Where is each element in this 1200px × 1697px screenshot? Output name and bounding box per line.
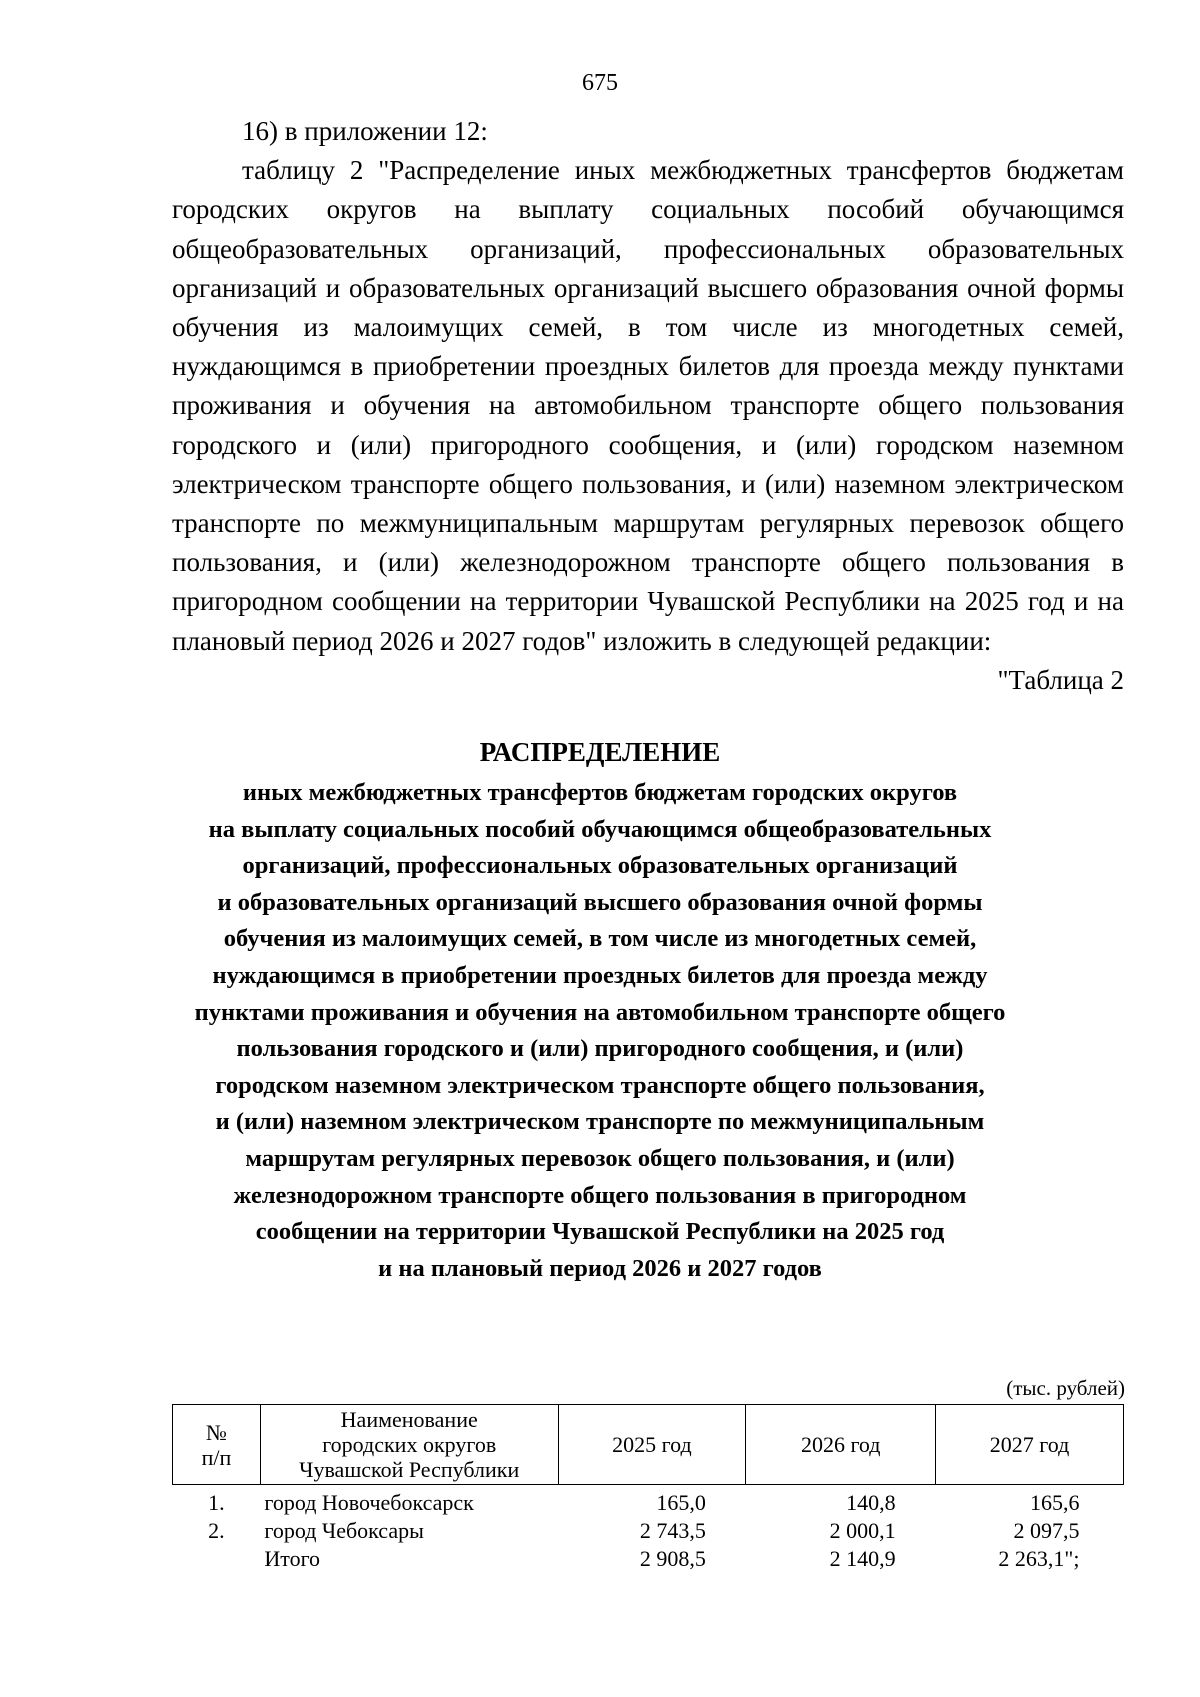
total-label: Итого	[264, 1546, 321, 1571]
row-value-2026: 2 000,1	[829, 1518, 896, 1543]
heading-line: нуждающимся в приобретении проездных билетов для проезда между	[212, 961, 988, 989]
row-number: 1.	[208, 1490, 225, 1515]
heading-line: и на плановый период 2026 и 2027 годов	[378, 1254, 822, 1282]
distribution-table	[172, 1404, 1124, 1573]
row-value-2026: 140,8	[846, 1490, 896, 1515]
row-name: город Чебоксары	[264, 1518, 424, 1543]
table-row	[173, 1485, 1124, 1518]
heading-title: РАСПРЕДЕЛЕНИЕ	[479, 737, 721, 767]
row-value-2027: 2 097,5	[1013, 1518, 1080, 1543]
units-label: (тыс. рублей)	[1006, 1376, 1125, 1400]
row-value-2025: 165,0	[656, 1490, 706, 1515]
heading-subtitle	[120, 775, 1080, 1287]
heading-line: пунктами проживания и обучения на автомобильном транспорте общего	[194, 998, 1006, 1026]
header-2026: 2026 год	[746, 1405, 936, 1485]
amendment-paragraph: таблицу 2 "Распределение иных межбюджетных трансфертов бюджетам городских округов на выплату социальных пособий обучающимся общеобразовательных организаций, профессиональных образовательных организаций и образовательных организаций высшего образования очной формы обучения из малоимущих семей, в том числе из многодетных семей, нуждающимся в приобретении проездных билетов для проезда между пунктами проживания и обучения на автомобильном транспорте общего пользования городского и (или) пригородного сообщения, и (или) городском наземном электрическом транспорте общего пользования, и (или) наземном электрическом транспорте по межмуниципальным маршрутам регулярных перевозок общего пользования, и (или) железнодорожном транспорте общего пользования в пригородном сообщении на территории Чувашской Республики на 2025 год и на плановый период 2026 и 2027 годов" изложить в следующей редакции:	[172, 155, 1124, 656]
table-reference: "Таблица 2	[997, 664, 1124, 695]
total-number-cell	[173, 1545, 261, 1573]
header-2027: 2027 год	[936, 1405, 1124, 1485]
total-value-2026: 2 140,9	[829, 1546, 896, 1571]
table-header-row	[173, 1405, 1124, 1485]
heading-line: маршрутам регулярных перевозок общего пользования, и (или)	[245, 1144, 955, 1172]
heading-line: сообщении на территории Чувашской Республики на 2025 год	[255, 1218, 945, 1246]
heading-line: на выплату социальных пособий обучающимся общеобразовательных	[208, 815, 992, 843]
heading-line: обучения из малоимущих семей, в том числе из многодетных семей,	[223, 925, 977, 953]
total-value-2027: 2 263,1";	[998, 1546, 1080, 1571]
header-number: № п/п	[173, 1405, 261, 1485]
heading-line: городском наземном электрическом транспорте общего пользования,	[215, 1071, 985, 1099]
heading-line: и образовательных организаций высшего образования очной формы	[217, 888, 983, 916]
header-2025: 2025 год	[558, 1405, 746, 1485]
body-text	[172, 112, 1124, 700]
heading-line: иных межбюджетных трансфертов бюджетам городских округов	[242, 779, 958, 806]
header-name: Наименование городских округов Чувашской Республики	[260, 1405, 558, 1485]
heading-line: железнодорожном транспорте общего пользования в пригородном	[233, 1181, 967, 1209]
row-value-2027: 165,6	[1030, 1490, 1080, 1515]
table-row	[173, 1517, 1124, 1545]
amendment-item: 16) в приложении 12:	[242, 116, 488, 146]
table-total-row	[173, 1545, 1124, 1573]
total-value-2025: 2 908,5	[639, 1546, 706, 1571]
table-heading	[120, 733, 1080, 1287]
heading-line: пользования городского и (или) пригородного сообщения, и (или)	[236, 1035, 964, 1063]
row-number: 2.	[208, 1518, 225, 1543]
page-number: 675	[582, 70, 618, 96]
row-name: город Новочебоксарск	[264, 1490, 474, 1515]
heading-line: и (или) наземном электрическом транспорте по межмуниципальным	[215, 1108, 985, 1136]
heading-line: организаций, профессиональных образовательных организаций	[242, 852, 958, 880]
row-value-2025: 2 743,5	[639, 1518, 706, 1543]
